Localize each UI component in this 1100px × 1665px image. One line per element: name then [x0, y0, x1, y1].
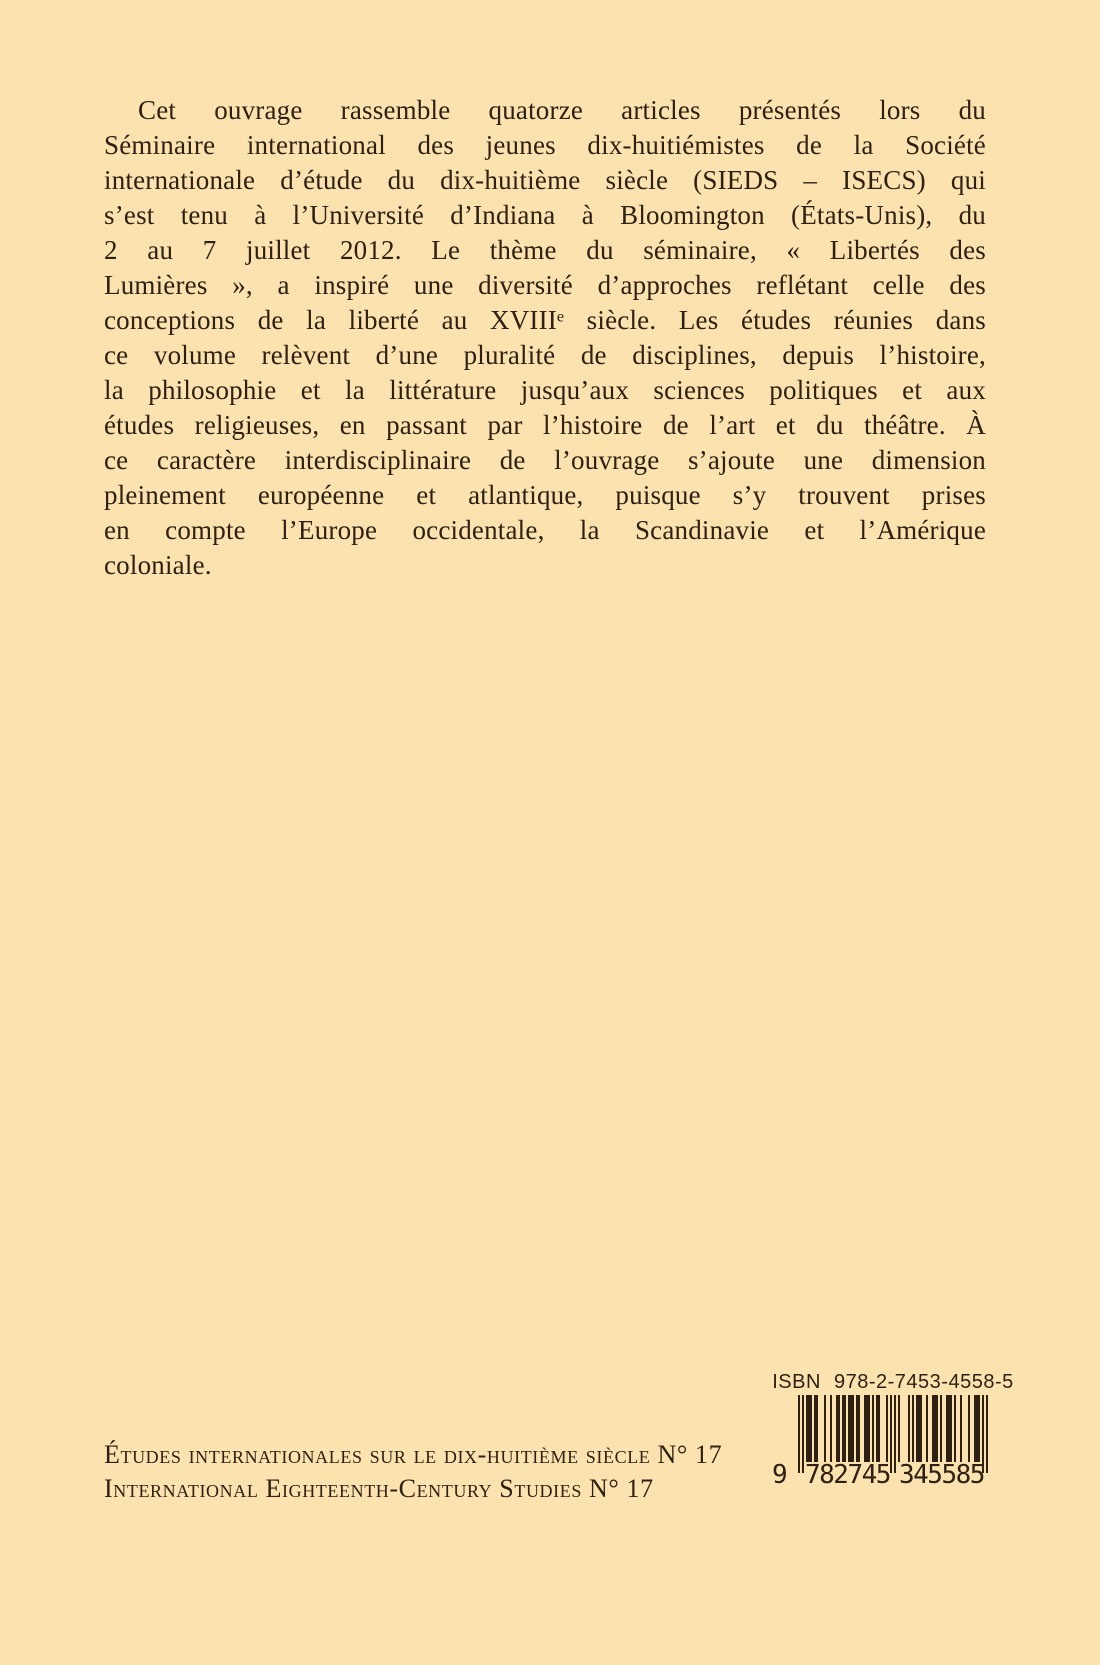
blurb-line: conceptions de la liberté au XVIIIᵉ siècle. Les études réunies dans: [104, 305, 986, 335]
blurb-line: Séminaire international des jeunes dix-huitiémistes de la Société: [104, 130, 986, 160]
barcode-bar: [898, 1395, 900, 1462]
series-block: [104, 1438, 722, 1506]
barcode-bar: [802, 1395, 804, 1473]
blurb-line: Lumières », a inspiré une diversité d’approches reflétant celle des: [104, 270, 986, 300]
blurb-paragraph: [104, 93, 986, 583]
barcode-bar: [810, 1395, 812, 1462]
isbn-label: ISBN 978-2-7453-4558-5: [772, 1371, 1014, 1393]
barcode-bar: [838, 1395, 840, 1462]
barcode-bar: [968, 1395, 970, 1462]
blurb-line: ce volume relèvent d’une pluralité de disciplines, depuis l’histoire,: [104, 340, 986, 370]
series-line-english: International Eighteenth-Century Studies N° 17: [104, 1474, 654, 1503]
barcode-bar: [926, 1395, 928, 1462]
barcode-bar: [830, 1395, 832, 1462]
blurb-line: Cet ouvrage rassemble quatorze articles présentés lors du: [138, 95, 986, 125]
ean13-barcode: [772, 1395, 988, 1495]
barcode-bar: [920, 1395, 922, 1462]
barcode-bar: [894, 1395, 896, 1473]
barcode-bar: [872, 1395, 874, 1462]
blurb-line: ce caractère interdisciplinaire de l’ouvrage s’ajoute une dimension: [104, 445, 986, 475]
barcode-bar: [936, 1395, 938, 1462]
barcode-digits-left: 782745: [805, 1460, 890, 1490]
barcode-bar: [878, 1395, 880, 1462]
barcode-bar: [950, 1395, 952, 1462]
blurb-line: 2 au 7 juillet 2012. Le thème du séminaire, « Libertés des: [104, 235, 986, 265]
barcode-bar: [798, 1395, 800, 1473]
blurb-line: coloniale.: [104, 550, 212, 580]
blurb-line: pleinement européenne et atlantique, puisque s’y trouvent prises: [104, 480, 986, 510]
blurb-line: s’est tenu à l’Université d’Indiana à Bloomington (États-Unis), du: [104, 200, 986, 230]
barcode-bar: [852, 1395, 854, 1462]
barcode-bar: [886, 1395, 888, 1462]
barcode-digits-right: 345585: [899, 1460, 984, 1490]
barcode-bar: [844, 1395, 846, 1462]
series-line-french: Études internationales sur le dix-huitième siècle N° 17: [104, 1440, 723, 1469]
blurb-line: études religieuses, en passant par l’histoire de l’art et du théâtre. À: [104, 410, 986, 440]
barcode-bar: [824, 1395, 826, 1462]
barcode-bar: [912, 1395, 914, 1462]
blurb-line: la philosophie et la littérature jusqu’aux sciences politiques et aux: [104, 375, 986, 405]
barcode-bar: [890, 1395, 892, 1473]
barcode-bar: [960, 1395, 962, 1462]
barcode-bar: [816, 1395, 818, 1462]
barcode-bar: [986, 1395, 988, 1473]
blurb-line: internationale d’étude du dix-huitième siècle (SIEDS – ISECS) qui: [104, 165, 986, 195]
barcode-digit-lead: 9: [772, 1460, 788, 1490]
barcode-bar: [978, 1395, 980, 1462]
barcode-bar: [908, 1395, 910, 1462]
barcode-bar: [954, 1395, 956, 1462]
barcode-bar: [868, 1395, 870, 1462]
barcode-bar: [858, 1395, 860, 1462]
barcode-bar: [940, 1395, 942, 1462]
blurb-line: en compte l’Europe occidentale, la Scandinavie et l’Amérique: [104, 515, 986, 545]
